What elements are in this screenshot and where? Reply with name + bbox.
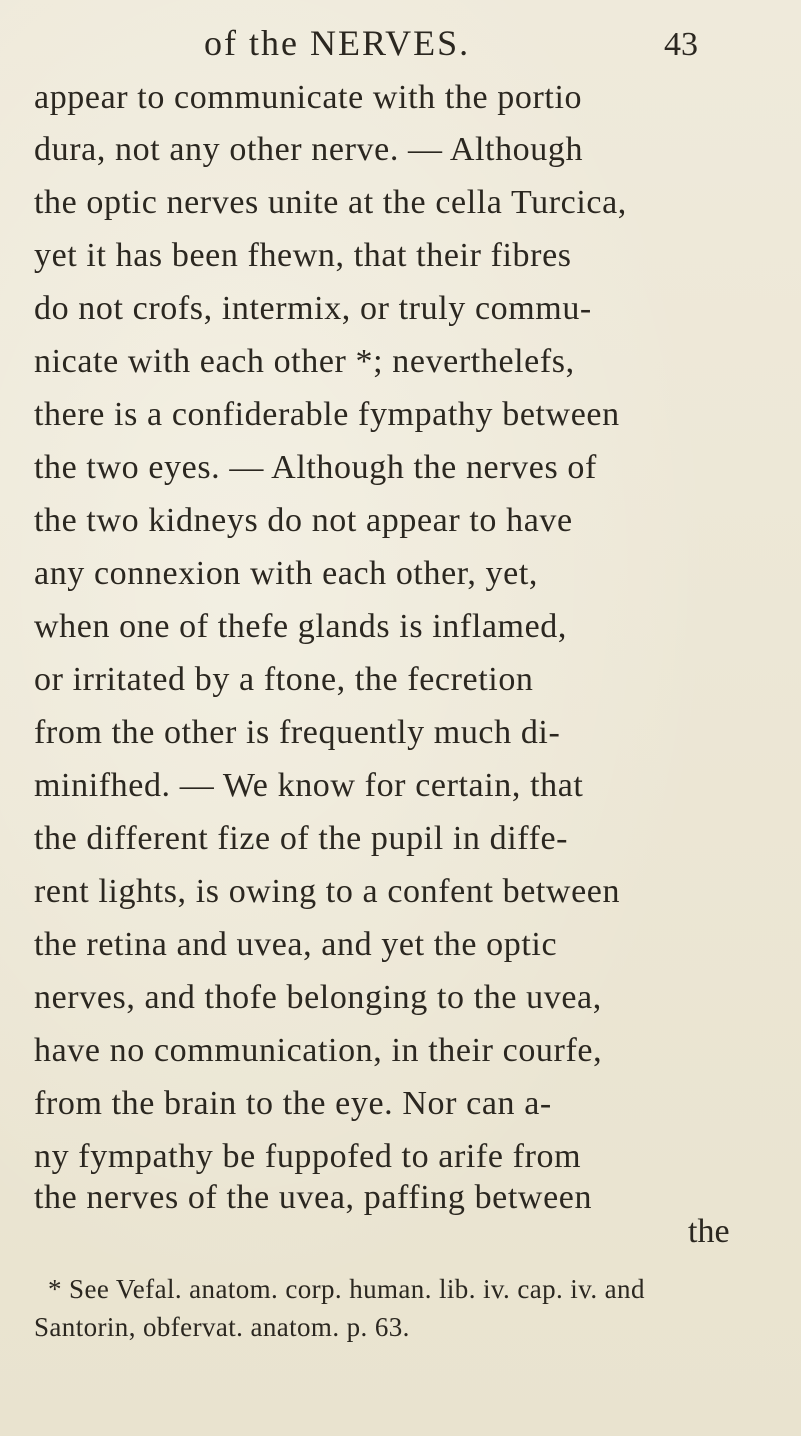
text-line: do not crofs, intermix, or truly commu- <box>34 290 592 327</box>
text-line: yet it has been fhewn, that their fibres <box>34 237 572 274</box>
page-number: 43 <box>664 26 698 63</box>
text-line: nicate with each other *; neverthelefs, <box>34 343 575 380</box>
text-line: any connexion with each other, yet, <box>34 555 538 592</box>
running-title: of the NERVES. <box>204 23 471 63</box>
text-line: dura, not any other nerve. — Although <box>34 131 584 168</box>
text-line: appear to communicate with the portio <box>34 79 583 116</box>
text-line: the nerves of the uvea, paffing between <box>34 1179 593 1216</box>
footnote-line: Santorin, obfervat. anatom. p. 63. <box>34 1312 410 1342</box>
catchword: the <box>688 1213 730 1250</box>
text-line: ny fympathy be fuppofed to arife from <box>34 1138 582 1175</box>
footnote-line: * See Vefal. anatom. corp. human. lib. iv. cap. iv. and <box>48 1274 645 1304</box>
text-line: the two eyes. — Although the nerves of <box>34 449 597 486</box>
text-line: the optic nerves unite at the cella Turcica, <box>34 184 627 221</box>
text-line: the different fize of the pupil in diffe- <box>34 820 569 857</box>
text-line: there is a confiderable fympathy between <box>34 396 620 433</box>
text-line: the retina and uvea, and yet the optic <box>34 926 558 963</box>
text-line: from the other is frequently much di- <box>34 714 561 751</box>
text-line: the two kidneys do not appear to have <box>34 502 573 539</box>
text-line: rent lights, is owing to a confent between <box>34 873 621 910</box>
running-head <box>0 14 801 64</box>
text-line: or irritated by a ftone, the fecretion <box>34 661 534 698</box>
text-line: when one of thefe glands is inflamed, <box>34 608 567 645</box>
text-line: minifhed. — We know for certain, that <box>34 767 584 804</box>
text-line: from the brain to the eye. Nor can a- <box>34 1085 552 1122</box>
text-line: have no communication, in their courfe, <box>34 1032 603 1069</box>
text-line: nerves, and thofe belonging to the uvea, <box>34 979 602 1016</box>
